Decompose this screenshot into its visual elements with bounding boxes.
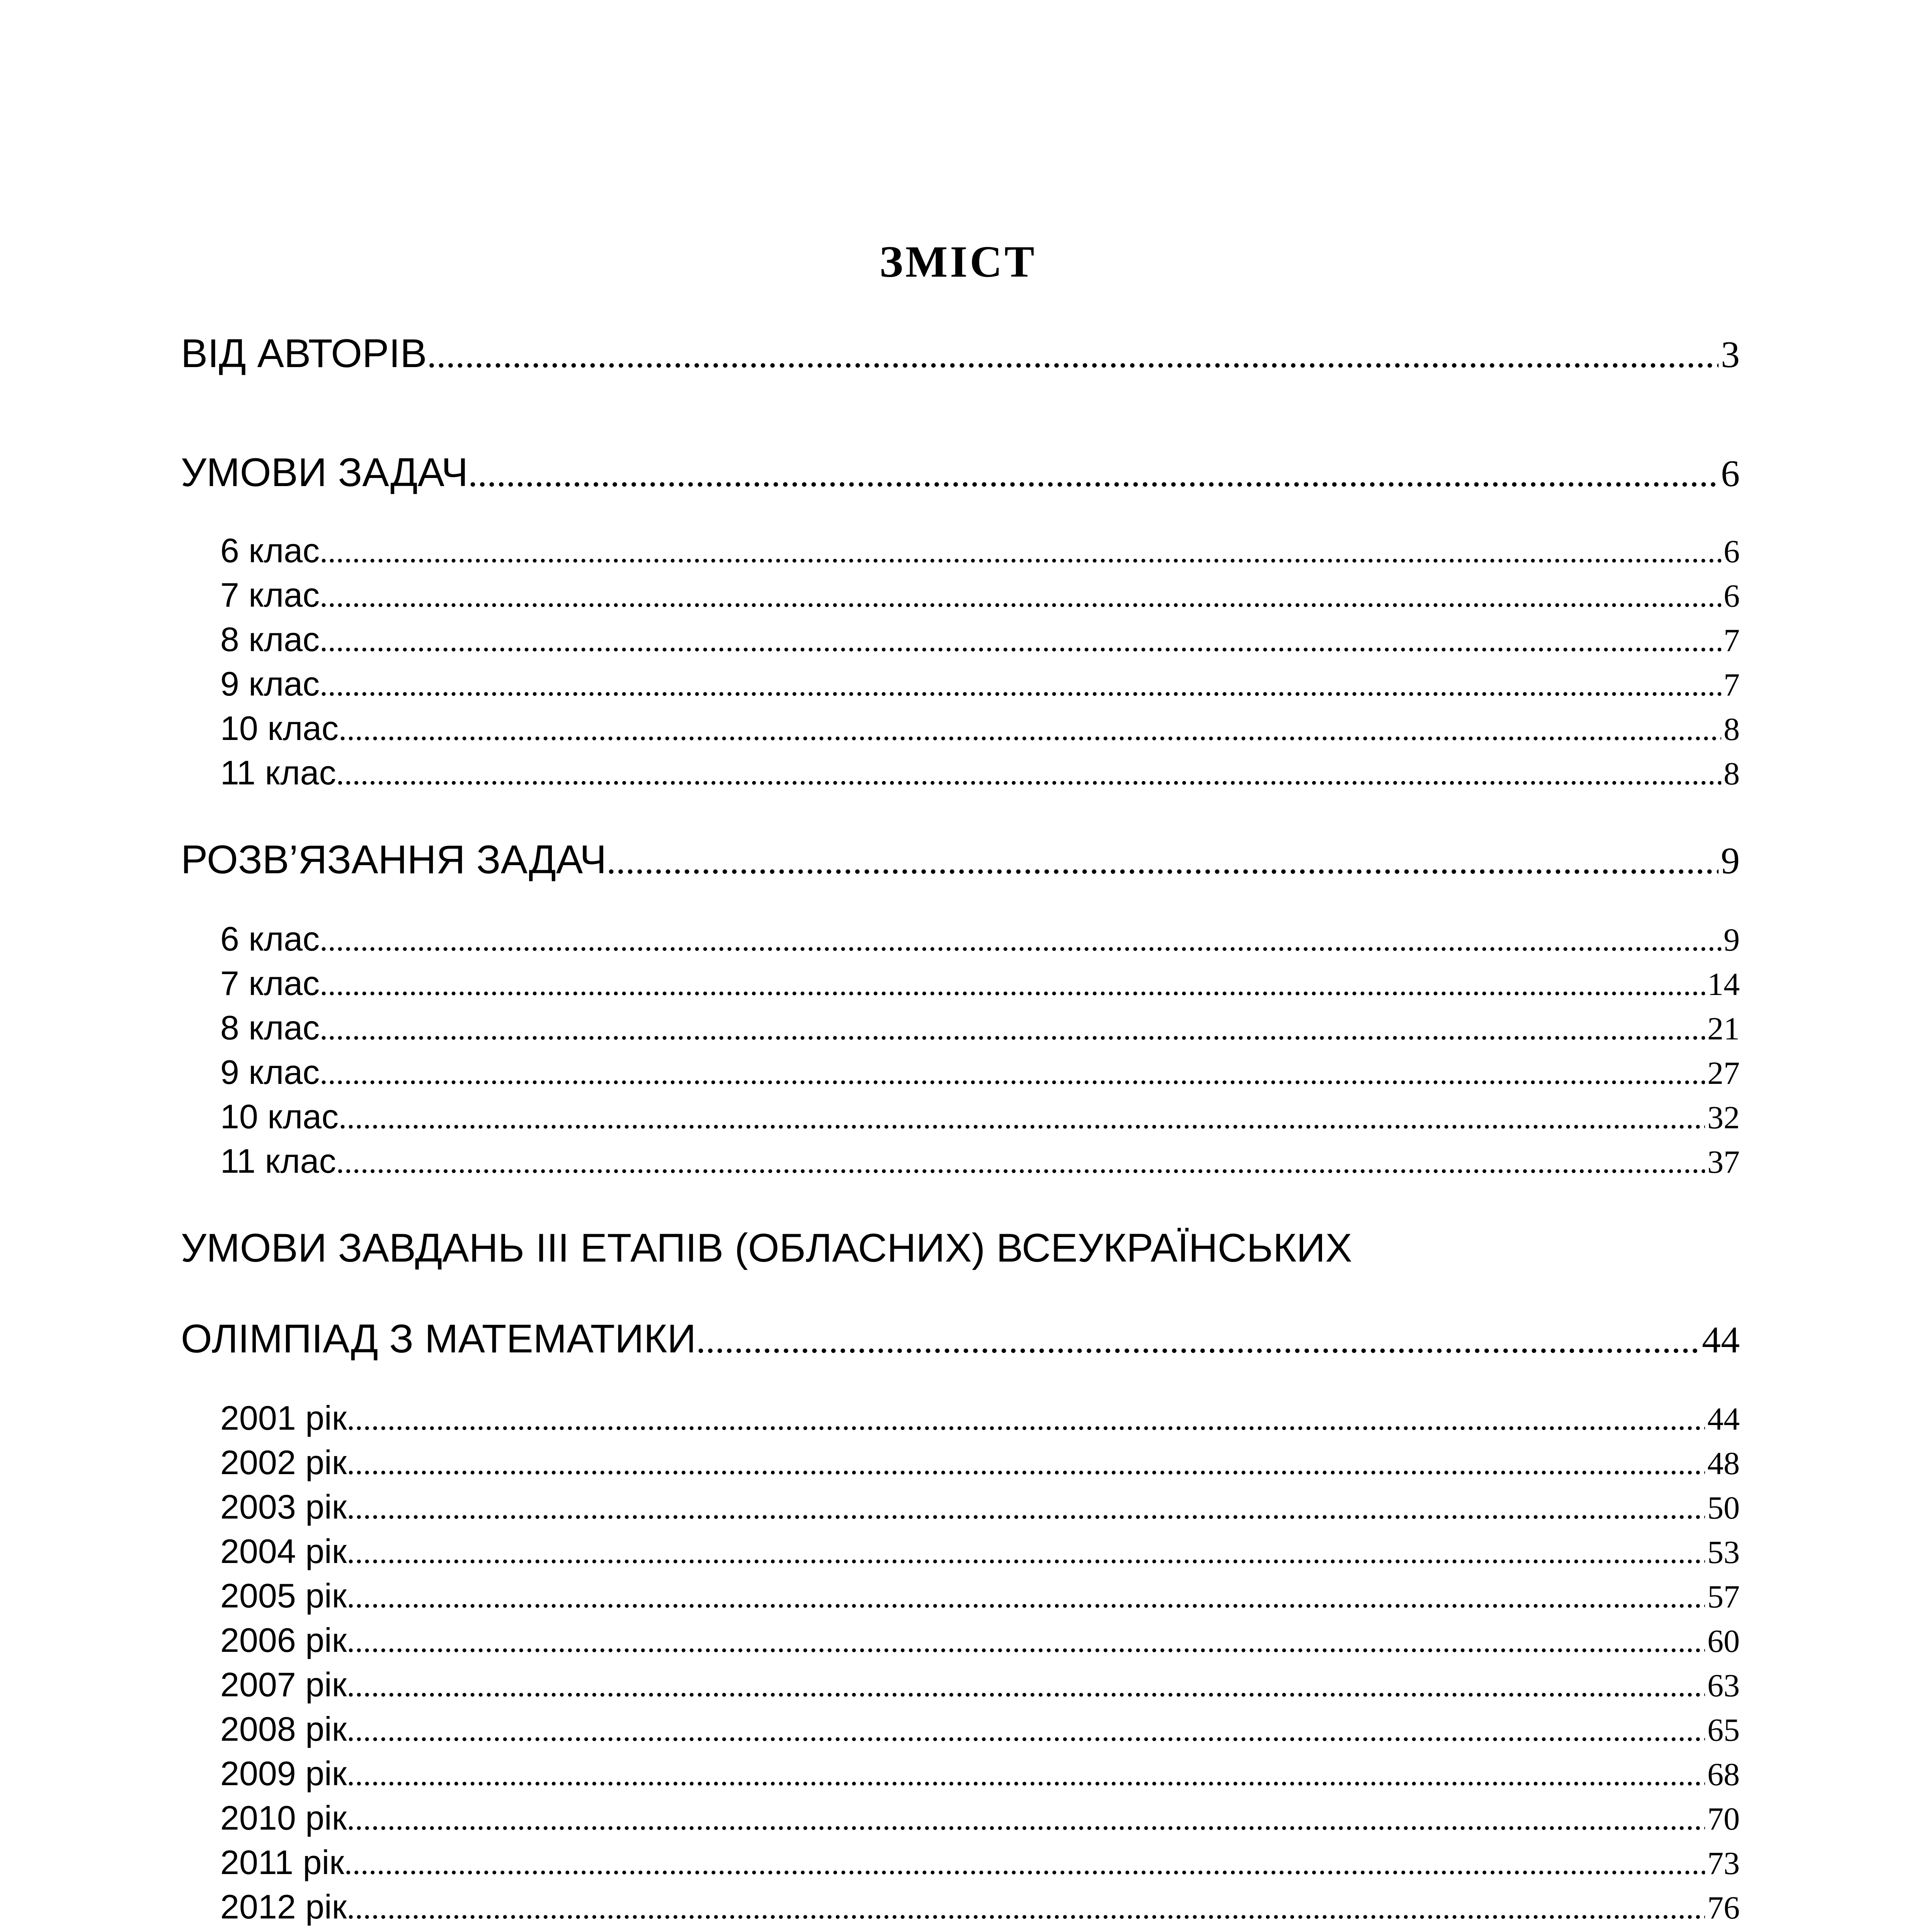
toc-page-number: 76 <box>1707 1890 1740 1926</box>
toc-subentry[interactable] <box>220 918 1740 960</box>
toc-page-number: 73 <box>1707 1845 1740 1881</box>
dot-leader <box>320 1008 1705 1049</box>
toc-entry-solutions[interactable] <box>181 835 1740 885</box>
toc-page-number: 6 <box>1724 534 1740 570</box>
toc-subentry-label: 2003 рік <box>220 1488 347 1526</box>
dot-leader <box>347 1487 1705 1528</box>
toc-entry-label: УМОВИ ЗАДАЧ <box>181 450 468 495</box>
toc-subentry-label: 2001 рік <box>220 1399 347 1437</box>
dot-leader <box>320 664 1721 705</box>
toc-entry-label: РОЗВ’ЯЗАННЯ ЗАДАЧ <box>181 837 607 882</box>
toc-subentry[interactable] <box>220 962 1740 1005</box>
toc-subentry-label: 2010 рік <box>220 1799 347 1837</box>
toc-page-number: 8 <box>1724 711 1740 747</box>
dot-leader <box>347 1887 1705 1928</box>
dot-leader <box>320 531 1721 572</box>
toc-subentry[interactable] <box>220 1051 1740 1094</box>
toc-entry-authors[interactable] <box>181 328 1740 379</box>
dot-leader <box>606 836 1719 885</box>
toc-subentry-label: 8 клас <box>220 620 320 658</box>
dot-leader <box>347 1753 1705 1795</box>
page-title: ЗМІСТ <box>879 237 1037 287</box>
toc-subentry-label: 2009 рік <box>220 1754 347 1793</box>
toc-subentry-label: 9 клас <box>220 1053 320 1091</box>
toc-subentry[interactable] <box>220 752 1740 794</box>
toc-subentry-label: 11 клас <box>220 753 336 792</box>
dot-leader <box>347 1665 1705 1706</box>
toc-subentry[interactable] <box>220 663 1740 705</box>
toc-page-number: 9 <box>1721 840 1740 882</box>
toc-subentry[interactable] <box>220 1619 1740 1662</box>
toc-subentry-label: 8 клас <box>220 1009 320 1047</box>
toc-page-number: 32 <box>1707 1100 1740 1136</box>
toc-subentry[interactable] <box>220 1575 1740 1617</box>
toc-subentry[interactable] <box>220 1095 1740 1138</box>
toc-subentry-label: 11 клас <box>220 1142 336 1180</box>
dot-leader <box>320 919 1721 960</box>
dot-leader <box>339 1097 1705 1138</box>
toc-subentry[interactable] <box>220 1441 1740 1484</box>
toc-subentry-label: 10 клас <box>220 709 339 747</box>
toc-page-number: 6 <box>1721 453 1740 495</box>
dot-leader <box>339 708 1721 750</box>
toc-subentry-label: 10 клас <box>220 1097 339 1136</box>
toc-entry-label: ВІД АВТОРІВ <box>181 331 427 376</box>
toc-subentry-label: 6 клас <box>220 920 320 958</box>
toc-entry-label: ОЛІМПІАД З МАТЕМАТИКИ <box>181 1316 696 1361</box>
toc-page-number: 6 <box>1724 578 1740 614</box>
toc-subentry-label: 7 клас <box>220 576 320 614</box>
toc-subentry-label: 2007 рік <box>220 1665 347 1704</box>
toc-page-number: 53 <box>1707 1534 1740 1570</box>
toc-page-number: 3 <box>1721 334 1740 376</box>
toc-subentry-label: 7 клас <box>220 964 320 1002</box>
toc-subentry[interactable] <box>220 529 1740 572</box>
dot-leader <box>320 575 1721 616</box>
dot-leader <box>336 753 1721 794</box>
dot-leader <box>320 963 1705 1005</box>
toc-page-number: 68 <box>1707 1757 1740 1793</box>
toc-page-number: 37 <box>1707 1144 1740 1180</box>
toc-subentry-label: 2012 рік <box>220 1888 347 1926</box>
toc-page-number: 63 <box>1707 1668 1740 1704</box>
toc-page-number: 48 <box>1707 1446 1740 1481</box>
dot-leader <box>344 1842 1705 1884</box>
toc-page-number: 8 <box>1724 756 1740 792</box>
toc-page-number: 44 <box>1702 1319 1740 1361</box>
toc-subentry-label: 2004 рік <box>220 1532 347 1570</box>
toc-subentry-label: 2002 рік <box>220 1443 347 1481</box>
dot-leader <box>320 1052 1705 1094</box>
toc-page-number: 60 <box>1707 1623 1740 1659</box>
dot-leader <box>347 1531 1705 1573</box>
toc-subentry-label: 6 клас <box>220 531 320 570</box>
toc-subentry-label: 2005 рік <box>220 1577 347 1615</box>
toc-page-number: 27 <box>1707 1055 1740 1091</box>
toc-entry-conditions[interactable] <box>181 447 1740 498</box>
toc-page-number: 50 <box>1707 1490 1740 1526</box>
dot-leader <box>427 330 1719 379</box>
toc-page-number: 70 <box>1707 1801 1740 1837</box>
toc-page-number: 7 <box>1724 622 1740 658</box>
toc-subentry[interactable] <box>220 1397 1740 1439</box>
dot-leader <box>468 449 1719 498</box>
toc-page-number: 44 <box>1707 1401 1740 1437</box>
toc-subentry-label: 2006 рік <box>220 1621 347 1659</box>
dot-leader <box>347 1620 1705 1662</box>
toc-page-number: 9 <box>1724 922 1740 958</box>
toc-page-number: 7 <box>1724 667 1740 703</box>
toc-subentry[interactable] <box>220 1752 1740 1795</box>
toc-subentry[interactable] <box>220 1530 1740 1573</box>
toc-subentry[interactable] <box>220 1797 1740 1839</box>
toc-page-number: 57 <box>1707 1579 1740 1615</box>
toc-subentry[interactable] <box>220 618 1740 661</box>
toc-subentry[interactable] <box>220 1486 1740 1528</box>
toc-subentry-label: 2011 рік <box>220 1843 344 1881</box>
toc-subentry-label: 2008 рік <box>220 1710 347 1748</box>
dot-leader <box>347 1709 1705 1750</box>
toc-subentry[interactable] <box>220 1708 1740 1750</box>
toc-page-number: 14 <box>1707 966 1740 1002</box>
toc-subentry[interactable] <box>220 1886 1740 1928</box>
toc-entry-olympiads[interactable] <box>181 1314 1740 1364</box>
dot-leader <box>320 619 1721 661</box>
dot-leader <box>347 1398 1705 1439</box>
toc-page-number: 21 <box>1707 1011 1740 1047</box>
toc-entry-olympiads-line1[interactable]: УМОВИ ЗАВДАНЬ ІІІ ЕТАПІВ (ОБЛАСНИХ) ВСЕУКРАЇНСЬКИХ <box>181 1226 1352 1270</box>
dot-leader <box>696 1315 1700 1364</box>
dot-leader <box>336 1141 1705 1182</box>
toc-subentry[interactable] <box>220 1140 1740 1182</box>
toc-page-number: 65 <box>1707 1712 1740 1748</box>
dot-leader <box>347 1798 1705 1839</box>
dot-leader <box>347 1442 1705 1484</box>
toc-subentry[interactable] <box>220 707 1740 750</box>
toc-subentry[interactable] <box>220 574 1740 616</box>
toc-subentry-label: 9 клас <box>220 665 320 703</box>
toc-subentry[interactable] <box>220 1007 1740 1049</box>
toc-subentry[interactable] <box>220 1663 1740 1706</box>
dot-leader <box>347 1576 1705 1617</box>
toc-subentry[interactable] <box>220 1841 1740 1884</box>
